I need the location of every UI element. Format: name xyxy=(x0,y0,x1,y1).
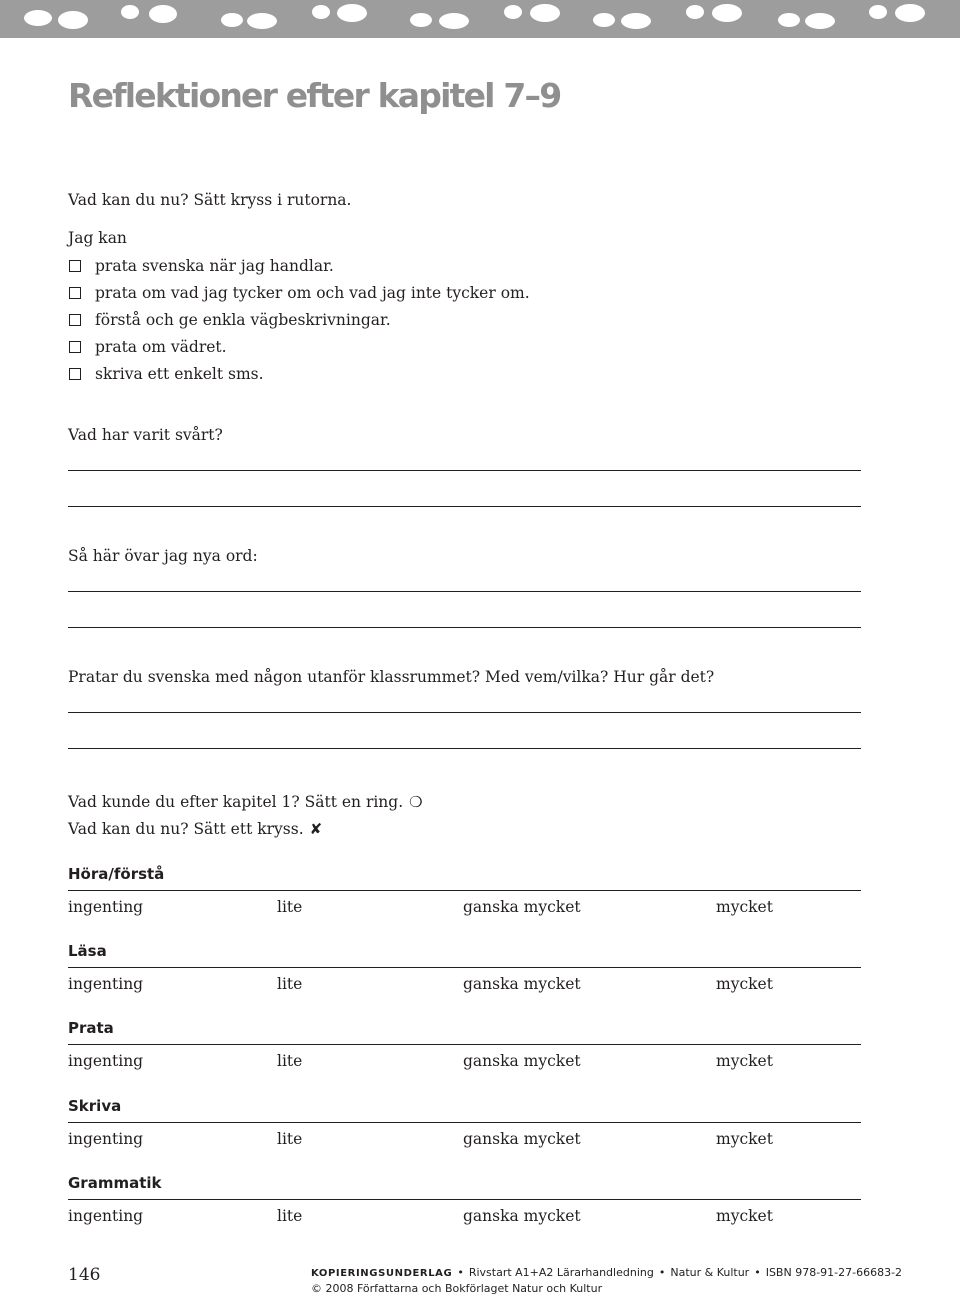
checkbox[interactable] xyxy=(69,314,81,326)
can-item-label: förstå och ge enkla vägbeskrivningar. xyxy=(95,311,391,329)
scale-option[interactable]: ganska mycket xyxy=(463,898,581,916)
skill-divider xyxy=(68,1199,861,1200)
rating-scale xyxy=(0,1206,960,1226)
ring-icon: ❍ xyxy=(409,793,423,811)
can-item-label: prata om vädret. xyxy=(95,338,227,356)
answer-line[interactable] xyxy=(68,470,861,471)
answer-line[interactable] xyxy=(68,748,861,749)
question-speaking-outside: Pratar du svenska med någon utanför klassrummet? Med vem/vilka? Hur går det? xyxy=(68,668,715,686)
ring-instruction-text: Vad kunde du efter kapitel 1? Sätt en ring. xyxy=(68,793,404,811)
skill-divider xyxy=(68,1122,861,1123)
scale-option[interactable]: ingenting xyxy=(68,898,144,916)
scale-option[interactable]: ingenting xyxy=(68,975,144,993)
scale-option[interactable]: mycket xyxy=(716,1207,773,1225)
bullet-separator: • xyxy=(754,1266,761,1279)
cross-instruction-text: Vad kan du nu? Sätt ett kryss. xyxy=(68,820,304,838)
checkbox[interactable] xyxy=(69,287,81,299)
scale-option[interactable]: lite xyxy=(277,975,303,993)
page-number: 146 xyxy=(68,1265,101,1285)
answer-line[interactable] xyxy=(68,627,861,628)
scale-option[interactable]: mycket xyxy=(716,975,773,993)
footer-credits xyxy=(311,1266,902,1281)
scale-option[interactable]: lite xyxy=(277,898,303,916)
page-title: Reflektioner efter kapitel 7–9 xyxy=(68,76,561,115)
rating-scale xyxy=(0,1051,960,1071)
scale-option[interactable]: ganska mycket xyxy=(463,1130,581,1148)
footer-book: Rivstart A1+A2 Lärarhandledning xyxy=(468,1266,654,1279)
scale-option[interactable]: mycket xyxy=(716,1052,773,1070)
checkbox[interactable] xyxy=(69,368,81,380)
skill-heading: Höra/förstå xyxy=(68,865,165,883)
footprints-pattern xyxy=(0,0,960,38)
answer-line[interactable] xyxy=(68,712,861,713)
answer-line[interactable] xyxy=(68,506,861,507)
checkbox[interactable] xyxy=(69,341,81,353)
skill-heading: Skriva xyxy=(68,1097,122,1115)
question-new-words: Så här övar jag nya ord: xyxy=(68,547,258,565)
footer-label: KOPIERINGSUNDERLAG xyxy=(311,1268,453,1279)
scale-option[interactable]: mycket xyxy=(716,898,773,916)
scale-option[interactable]: lite xyxy=(277,1130,303,1148)
cross-icon: ✘ xyxy=(309,820,323,838)
rating-scale xyxy=(0,1129,960,1149)
scale-option[interactable]: ingenting xyxy=(68,1207,144,1225)
intro-instruction: Vad kan du nu? Sätt kryss i rutorna. xyxy=(68,191,352,209)
can-item-label: skriva ett enkelt sms. xyxy=(95,365,264,383)
scale-option[interactable]: ganska mycket xyxy=(463,1207,581,1225)
scale-option[interactable]: lite xyxy=(277,1207,303,1225)
can-item-label: prata svenska när jag handlar. xyxy=(95,257,334,275)
footer-copyright: © 2008 Författarna och Bokförlaget Natur och Kultur xyxy=(311,1282,603,1295)
scale-option[interactable]: ganska mycket xyxy=(463,1052,581,1070)
cross-instruction xyxy=(68,819,322,839)
scale-option[interactable]: ingenting xyxy=(68,1130,144,1148)
scale-option[interactable]: lite xyxy=(277,1052,303,1070)
scale-option[interactable]: mycket xyxy=(716,1130,773,1148)
question-difficult: Vad har varit svårt? xyxy=(68,426,223,444)
ring-instruction xyxy=(68,792,423,812)
rating-scale xyxy=(0,897,960,917)
skill-divider xyxy=(68,1044,861,1045)
footer-isbn: ISBN 978-91-27-66683-2 xyxy=(765,1266,903,1279)
scale-option[interactable]: ingenting xyxy=(68,1052,144,1070)
answer-line[interactable] xyxy=(68,591,861,592)
rating-scale xyxy=(0,974,960,994)
header-decoration-band xyxy=(0,0,960,38)
can-heading: Jag kan xyxy=(68,229,127,247)
checkbox[interactable] xyxy=(69,260,81,272)
skill-heading: Läsa xyxy=(68,942,107,960)
skill-heading: Prata xyxy=(68,1019,114,1037)
skill-divider xyxy=(68,890,861,891)
skill-divider xyxy=(68,967,861,968)
bullet-separator: • xyxy=(658,1266,666,1279)
can-item-label: prata om vad jag tycker om och vad jag inte tycker om. xyxy=(95,284,530,302)
bullet-separator: • xyxy=(457,1266,464,1279)
skill-heading: Grammatik xyxy=(68,1174,162,1192)
footer-publisher: Natur & Kultur xyxy=(670,1266,750,1279)
scale-option[interactable]: ganska mycket xyxy=(463,975,581,993)
